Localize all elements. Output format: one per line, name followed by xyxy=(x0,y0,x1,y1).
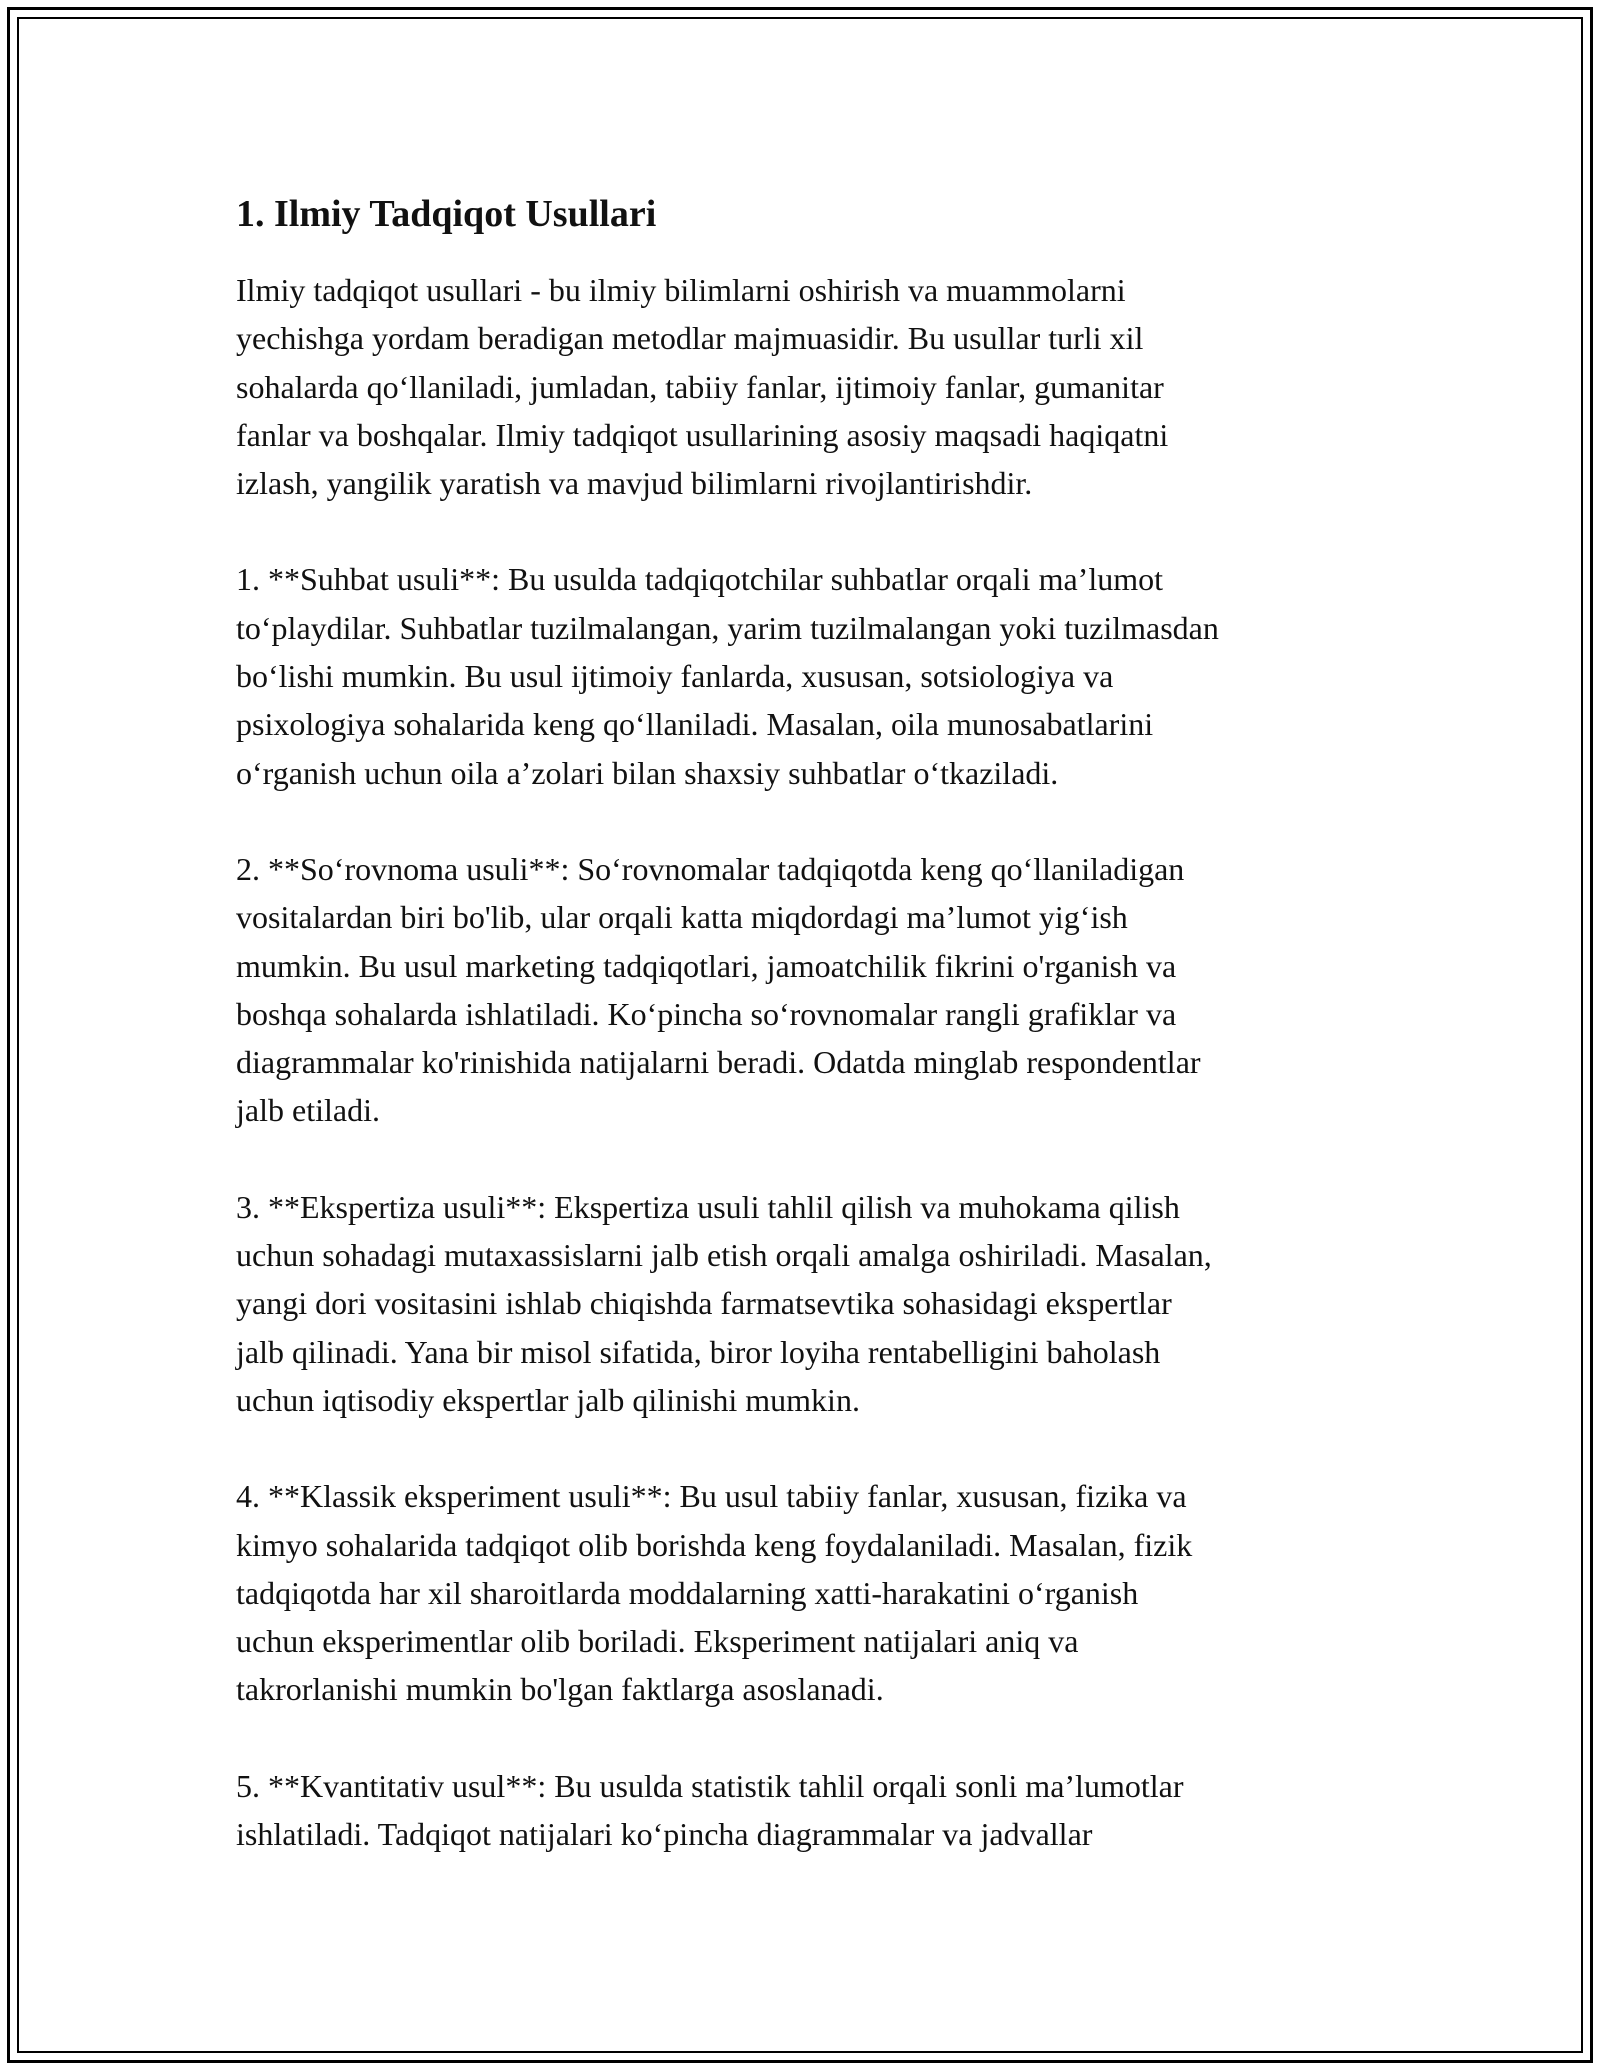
text-line: vositalardan biri bo'lib, ular orqali katta miqdordagi ma’lumot yig‘ish xyxy=(236,899,1128,936)
text-line: to‘playdilar. Suhbatlar tuzilmalangan, yarim tuzilmalangan yoki tuzilmasdan xyxy=(236,609,1219,646)
text-line: 2. **So‘rovnoma usuli**: So‘rovnomalar tadqiqotda keng qo‘llaniladigan xyxy=(236,850,1185,887)
text-line: sohalarda qo‘llaniladi, jumladan, tabiiy fanlar, ijtimoiy fanlar, gumanitar xyxy=(236,368,1164,405)
text-line: psixologiya sohalarida keng qo‘llaniladi. Masalan, oila munosabatlarini xyxy=(236,706,1154,743)
document-body xyxy=(236,186,1376,1906)
page-title: 1. Ilmiy Tadqiqot Usullari xyxy=(236,193,657,235)
text-line: takrorlanishi mumkin bo'lgan faktlarga asoslanadi. xyxy=(236,1671,884,1708)
text-line: kimyo sohalarida tadqiqot olib borishda keng foydalaniladi. Masalan, fizik xyxy=(236,1526,1193,1563)
text-line: bo‘lishi mumkin. Bu usul ijtimoiy fanlarda, xususan, sotsiologiya va xyxy=(236,658,1114,695)
method-paragraph-ekspertiza xyxy=(236,1183,1376,1424)
text-line: fanlar va boshqalar. Ilmiy tadqiqot usullarining asosiy maqsadi haqiqatni xyxy=(236,416,1169,453)
text-line: yangi dori vositasini ishlab chiqishda farmatsevtika sohasidagi ekspertlar xyxy=(236,1285,1172,1322)
text-line: diagrammalar ko'rinishida natijalarni beradi. Odatda minglab respondentlar xyxy=(236,1044,1201,1081)
text-line: izlash, yangilik yaratish va mavjud bilimlarni rivojlantirishdir. xyxy=(236,465,1033,502)
text-line: jalb qilinadi. Yana bir misol sifatida, biror loyiha rentabelligini baholash xyxy=(236,1333,1161,1370)
text-line: uchun sohadagi mutaxassislarni jalb etish orqali amalga oshiriladi. Masalan, xyxy=(236,1237,1212,1274)
text-line: Ilmiy tadqiqot usullari - bu ilmiy bilimlarni oshirish va muammolarni xyxy=(236,272,1126,308)
text-line: tadqiqotda har xil sharoitlarda moddalarning xatti-harakatini o‘rganish xyxy=(236,1574,1139,1611)
text-line: 4. **Klassik eksperiment usuli**: Bu usul tabiiy fanlar, xususan, fizika va xyxy=(236,1478,1187,1515)
text-line: 5. **Kvantitativ usul**: Bu usulda statistik tahlil orqali sonli ma’lumotlar xyxy=(236,1767,1184,1804)
method-paragraph-eksperiment xyxy=(236,1472,1376,1713)
text-line: 1. **Suhbat usuli**: Bu usulda tadqiqotchilar suhbatlar orqali ma’lumot xyxy=(236,561,1163,598)
text-line: ishlatiladi. Tadqiqot natijalari ko‘pincha diagrammalar va jadvallar xyxy=(236,1816,1093,1853)
method-paragraph-kvantitativ xyxy=(236,1762,1376,1859)
text-line: o‘rganish uchun oila a’zolari bilan shaxsiy suhbatlar o‘tkaziladi. xyxy=(236,754,1059,791)
method-paragraph-suhbat xyxy=(236,555,1376,796)
text-line: mumkin. Bu usul marketing tadqiqotlari, jamoatchilik fikrini o'rganish va xyxy=(236,947,1177,984)
text-line: yechishga yordam beradigan metodlar majmuasidir. Bu usullar turli xil xyxy=(236,320,1144,357)
intro-paragraph xyxy=(236,266,1376,507)
text-line: uchun eksperimentlar olib boriladi. Eksperiment natijalari aniq va xyxy=(236,1623,1079,1660)
text-line: 3. **Ekspertiza usuli**: Ekspertiza usuli tahlil qilish va muhokama qilish xyxy=(236,1188,1180,1225)
text-line: boshqa sohalarda ishlatiladi. Ko‘pincha so‘rovnomalar rangli grafiklar va xyxy=(236,995,1177,1032)
text-line: uchun iqtisodiy ekspertlar jalb qilinishi mumkin. xyxy=(236,1381,860,1418)
text-line: jalb etiladi. xyxy=(236,1092,380,1129)
method-paragraph-sorovnoma xyxy=(236,845,1376,1135)
